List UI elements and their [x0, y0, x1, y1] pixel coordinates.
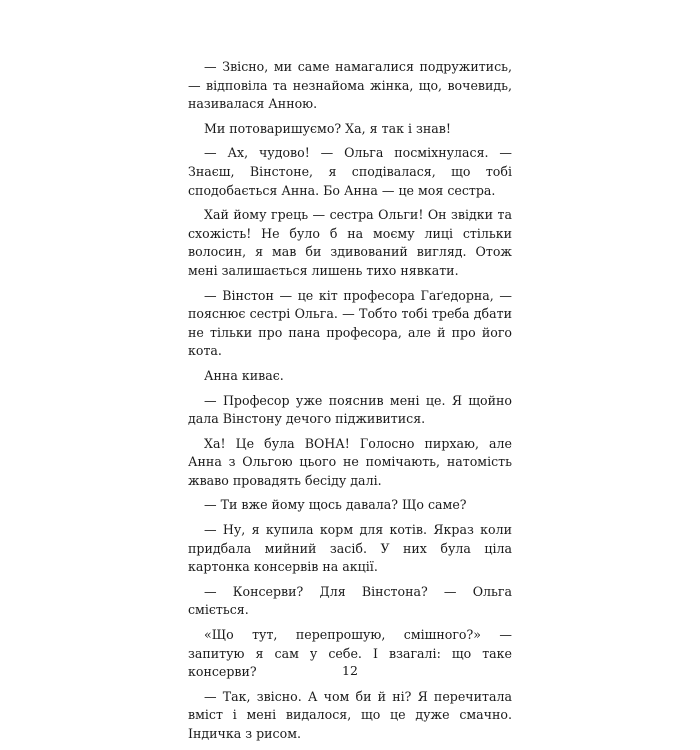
- paragraph: — Ти вже йому щось давала? Що саме?: [204, 497, 467, 513]
- paragraph: Анна киває.: [204, 367, 284, 383]
- paragraph: Хай йому грець — сестра Ольги! Он звідки та схожість! Не було б на моєму лиці стільки волосин, я мав би здивований вигляд. Отож мені залишається лишень тихо нявкати.: [188, 207, 512, 278]
- paragraph: — Ну, я купила корм для котів. Якраз коли придбала мийний засіб. У них була ціла картонка консервів на акції.: [188, 522, 512, 575]
- paragraph: — Звісно, ми саме намагалися подружитись, — відповіла та незнайома жінка, що, вочевидь, називалася Анною.: [188, 59, 512, 112]
- paragraph: — Ах, чудово! — Ольга посміхнулася. — Знаєш, Вінстоне, я сподівалася, що тобі сподобається Анна. Бо Анна — це моя сестра.: [188, 145, 512, 198]
- paragraph: Ха! Це була ВОНА! Голосно пирхаю, але Анна з Ольгою цього не помічають, натомість жваво провадять бесіду далі.: [188, 435, 512, 488]
- paragraph: — Консерви? Для Вінстона? — Ольга сміється.: [188, 583, 512, 618]
- body-text: [188, 58, 512, 750]
- paragraph: — Вінстон — це кіт професора Гаґедорна, — пояснює сестрі Ольга. — Тобто тобі треба дбати не тільки про пана професора, але й про його кота.: [188, 287, 512, 359]
- paragraph: Ми потоваришуємо? Ха, я так і знав!: [204, 120, 451, 136]
- paragraph: — Професор уже пояснив мені це. Я щойно дала Вінстону дечого підживитися.: [188, 392, 512, 427]
- paragraph: — Так, звісно. А чом би й ні? Я перечитала вміст і мені видалося, що це дуже смачно. Індичка з рисом.: [188, 688, 512, 741]
- paragraph: «Що тут, перепрошую, смішного?» — запитую я сам у себе. І взагалі: що таке консерви?: [188, 627, 512, 680]
- page-number: 12: [342, 663, 358, 678]
